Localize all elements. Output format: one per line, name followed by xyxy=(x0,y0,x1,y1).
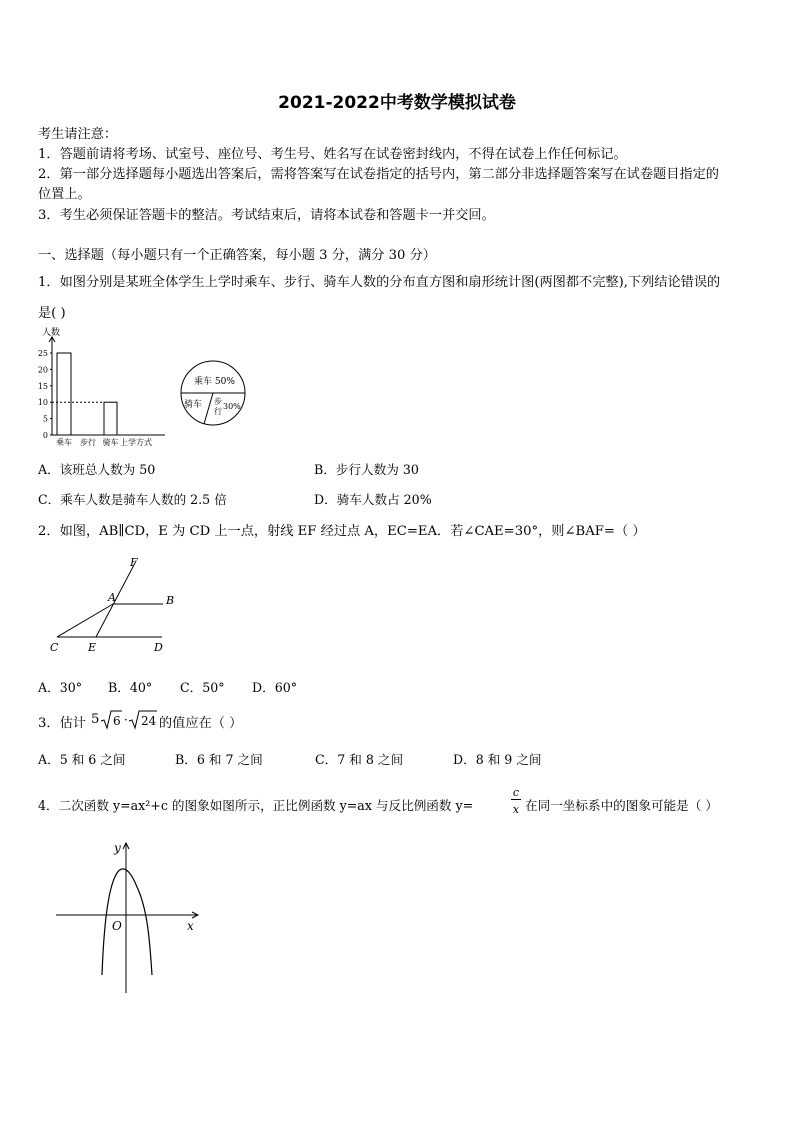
q1-option-a: A．该班总人数为 50 xyxy=(38,462,156,477)
label-c: C xyxy=(50,641,59,654)
pie-label-walk-pct: 30% xyxy=(223,402,241,411)
y-tick-label: 10 xyxy=(37,398,48,408)
q4-graph xyxy=(50,835,210,995)
label-d: D xyxy=(154,641,163,654)
x-tick-label: 乘车 xyxy=(56,438,72,447)
q2-option-b: B．40° xyxy=(108,680,153,695)
label-a: A xyxy=(108,591,116,604)
q3-rad1: 6 xyxy=(113,714,121,728)
q1-stem-line2: 是( ) xyxy=(38,306,66,321)
q4-frac-num: c xyxy=(512,786,520,799)
q2-option-d: D．60° xyxy=(252,680,298,695)
q4-frac-den: x xyxy=(512,803,520,816)
label-x: x xyxy=(187,919,194,933)
q2-option-a: A．30° xyxy=(38,680,83,695)
parabola-curve xyxy=(102,869,152,975)
q3-stem-suffix: 的值应在（ ） xyxy=(159,716,243,731)
q1-bar-chart xyxy=(30,325,180,450)
bar xyxy=(57,353,71,435)
q2-stem: 2．如图，AB∥CD，E 为 CD 上一点，射线 EF 经过点 A，EC=EA．若∠CAE=30°，则∠BAF=（ ） xyxy=(38,524,646,539)
notice-item-1: 1．答题前请将考场、试室号、座位号、考生号、姓名写在试卷密封线内，不得在试卷上作任何标记。 xyxy=(38,147,627,162)
q4-stem-part1: 4．二次函数 y=ax²+c 的图象如图所示，正比例函数 y=ax 与反比例函数 y= xyxy=(38,798,474,813)
notice-item-2-cont: 位置上。 xyxy=(38,187,91,202)
notice-item-3: 3．考生必须保证答题卡的整洁。考试结束后，请将本试卷和答题卡一并交回。 xyxy=(38,208,495,223)
q3-radicals xyxy=(100,709,158,731)
q4-stem-part2: 在同一坐标系中的图象可能是（ ） xyxy=(525,798,718,813)
pie-label-bike: 骑车 xyxy=(184,400,203,410)
x-tick-label: 步行 xyxy=(80,438,96,447)
pie-label-bus: 乘车 50% xyxy=(194,377,235,387)
q3-stem-prefix: 3．估计 xyxy=(38,716,86,731)
label-f: F xyxy=(130,556,138,569)
q3-coef: 5 xyxy=(91,712,100,727)
label-e: E xyxy=(88,641,97,654)
y-tick-label: 0 xyxy=(42,431,48,440)
q1-pie-chart xyxy=(178,358,250,430)
label-o: O xyxy=(112,919,122,933)
y-tick-label: 20 xyxy=(37,365,48,375)
q1-option-b: B．步行人数为 30 xyxy=(314,462,419,477)
y-tick-label: 15 xyxy=(37,381,48,391)
q3-option-a: A．5 和 6 之间 xyxy=(38,752,126,767)
q1-option-c: C．乘车人数是骑车人数的 2.5 倍 xyxy=(38,492,227,507)
y-tick-label: 25 xyxy=(37,349,48,358)
q3-option-b: B．6 和 7 之间 xyxy=(175,752,263,767)
q3-rad2: 24 xyxy=(141,714,157,728)
q3-option-d: D．8 和 9 之间 xyxy=(453,752,542,767)
bar xyxy=(104,402,117,435)
q2-figure xyxy=(40,555,180,660)
pie-label-walk-2: 行 xyxy=(214,407,222,416)
q1-stem-line1: 1．如图分别是某班全体学生上学时乘车、步行、骑车人数的分布直方图和扇形统计图(两图都不完整),下列结论错误的 xyxy=(38,275,721,290)
notice-heading: 考生请注意： xyxy=(38,127,118,142)
label-y: y xyxy=(114,841,121,855)
notice-item-2: 2．第一部分选择题每小题选出答案后，需将答案写在试卷指定的括号内，第二部分非选择题答案写在试卷题目指定的 xyxy=(38,167,719,182)
y-tick-label: 5 xyxy=(42,414,48,424)
q3-minus: · xyxy=(124,713,128,727)
page-title: 2021-2022中考数学模拟试卷 xyxy=(278,93,516,113)
label-b: B xyxy=(166,594,175,607)
q2-option-c: C．50° xyxy=(180,680,225,695)
pie-label-walk-1: 步 xyxy=(214,397,222,406)
pie-divider-slant xyxy=(204,393,213,424)
section-heading: 一、选择题（每小题只有一个正确答案，每小题 3 分，满分 30 分） xyxy=(38,248,436,263)
q3-option-c: C．7 和 8 之间 xyxy=(315,752,404,767)
y-axis-label: 人数 xyxy=(42,328,61,338)
q1-option-d: D．骑车人数占 20% xyxy=(314,492,432,507)
x-tick-label: 骑车 xyxy=(102,438,119,447)
x-axis-title: 上学方式 xyxy=(120,438,152,447)
